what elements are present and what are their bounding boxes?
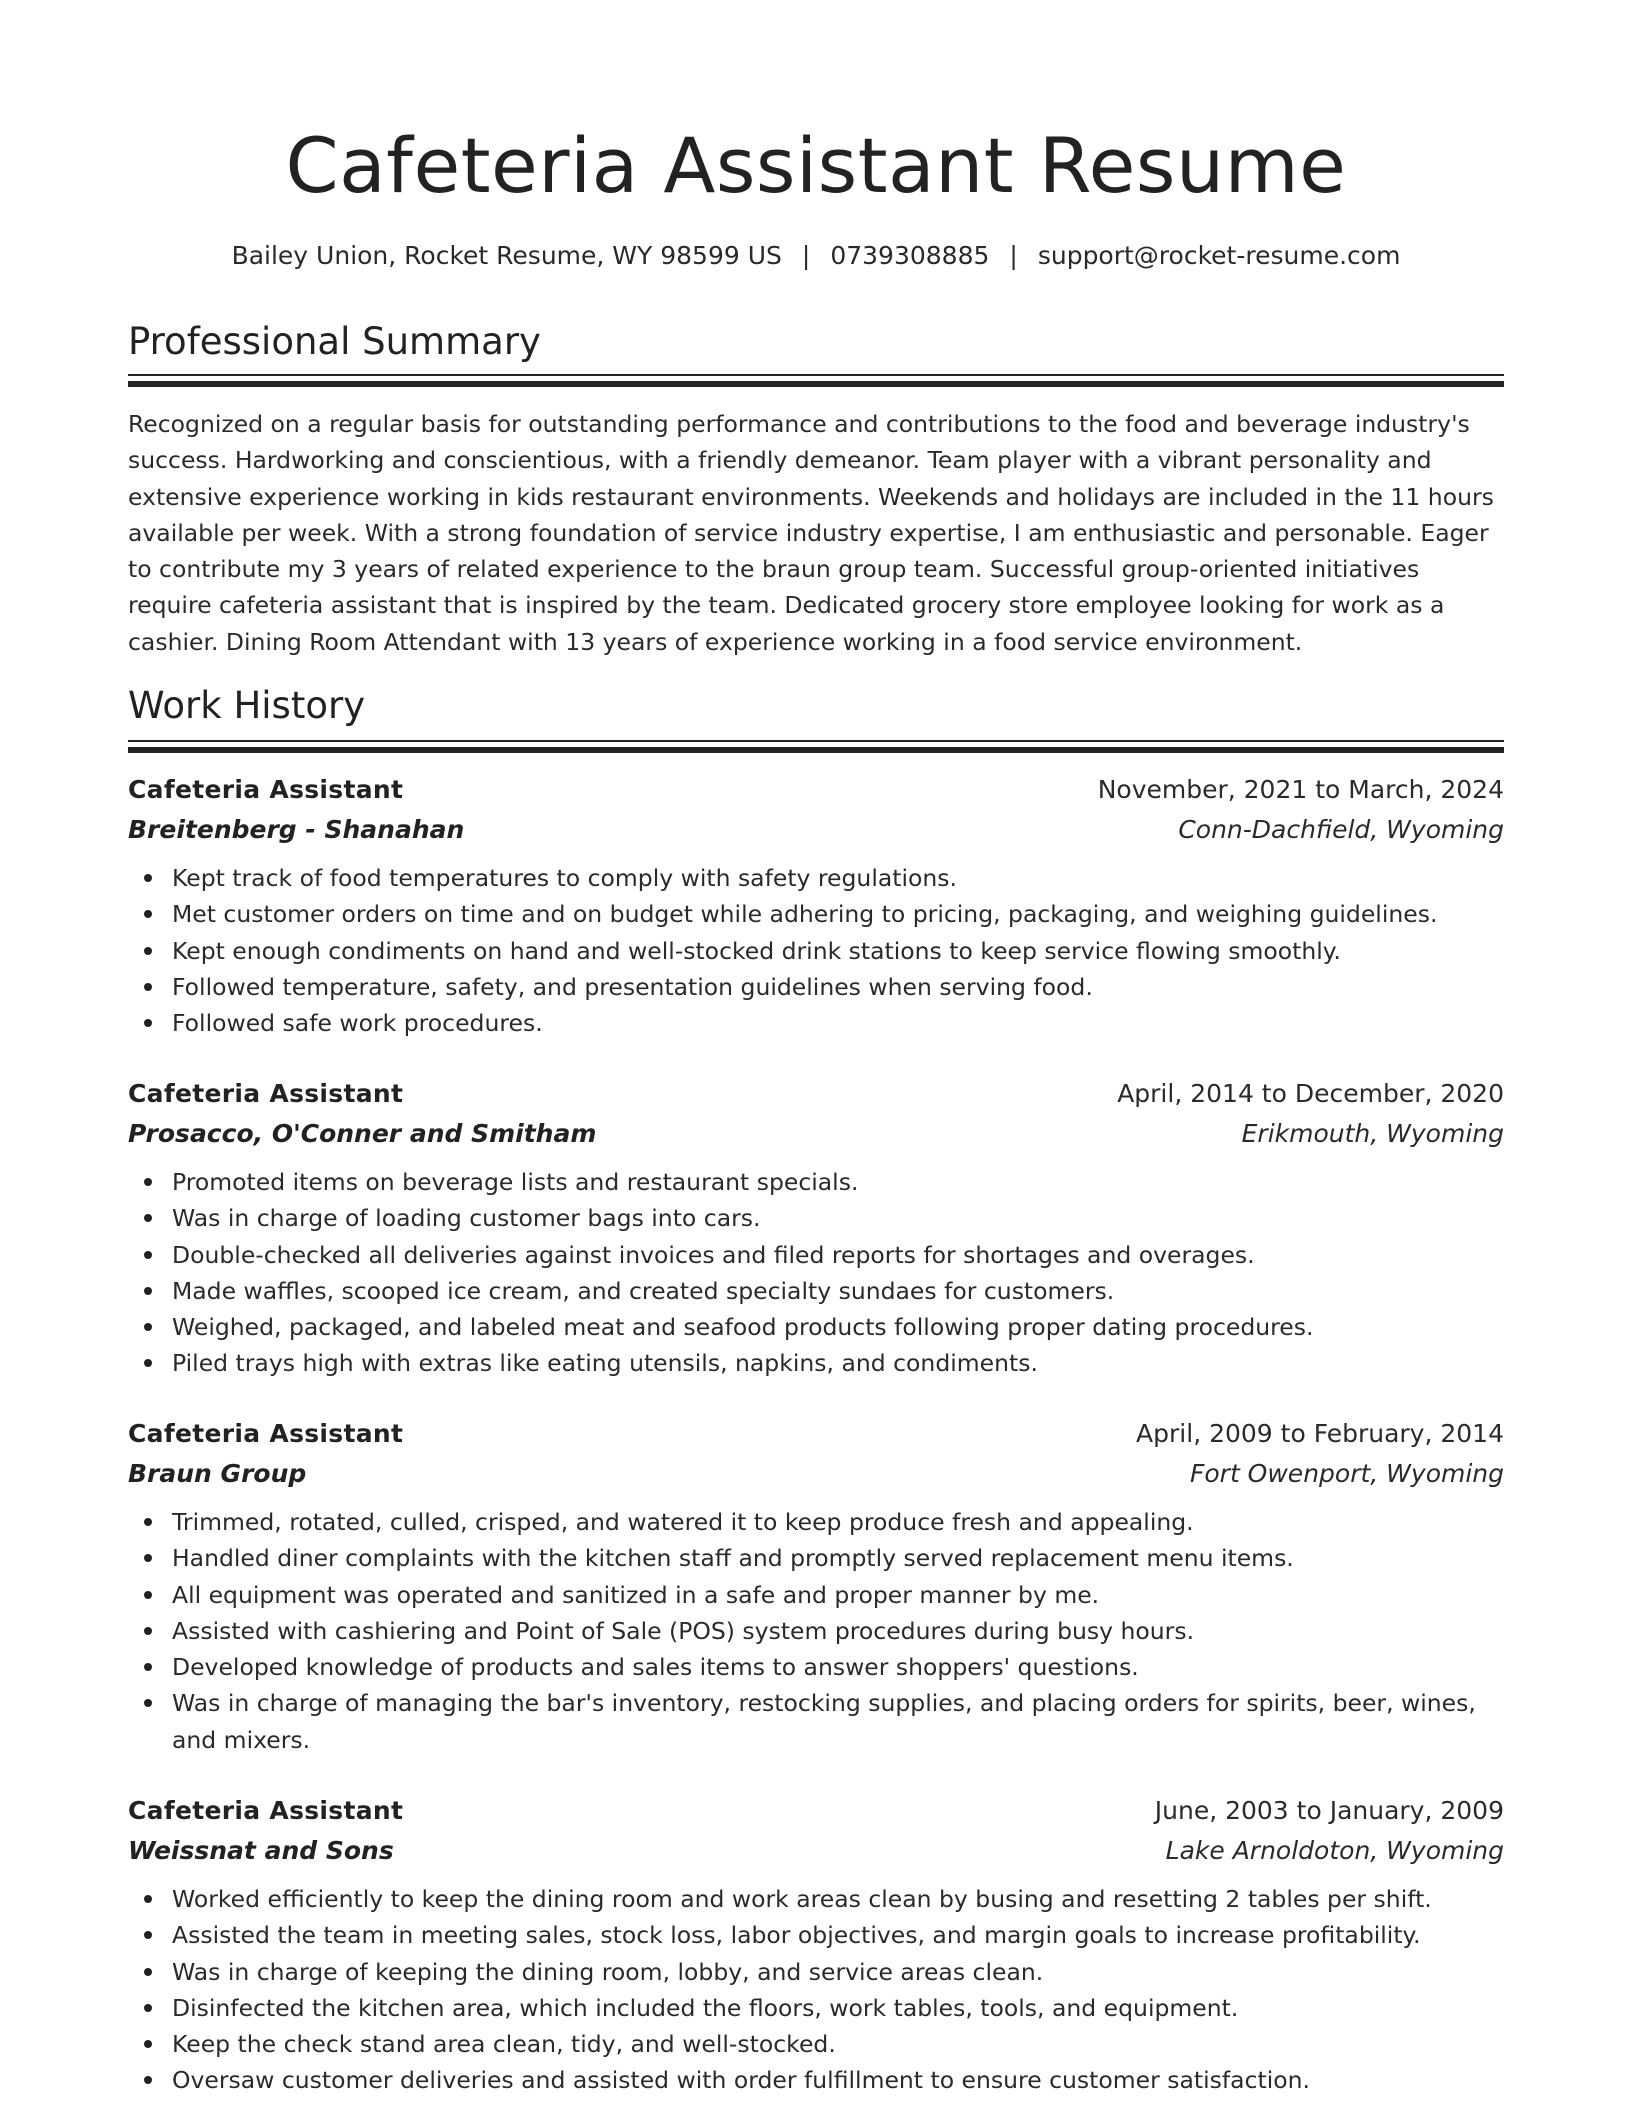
resume-title: Cafeteria Assistant Resume	[285, 121, 1347, 210]
job-header-row	[128, 770, 1504, 810]
job-dates: April, 2014 to December, 2020	[1117, 1079, 1504, 1108]
contact-email: support@rocket-resume.com	[1037, 241, 1401, 270]
contact-separator: |	[1009, 241, 1018, 270]
contact-address: Bailey Union, Rocket Resume, WY 98599 US	[231, 241, 782, 270]
job-duty: Trimmed, rotated, culled, crisped, and watered it to keep produce fresh and appealing.	[128, 1504, 1504, 1540]
job-duty: Assisted with cashiering and Point of Sale (POS) system procedures during busy hours.	[128, 1613, 1504, 1649]
job-entry	[128, 1074, 1504, 1382]
summary-heading: Professional Summary	[128, 320, 541, 363]
job-duty: Was in charge of keeping the dining room, lobby, and service areas clean.	[128, 1954, 1504, 1990]
job-company: Prosacco, O'Conner and Smitham	[128, 1119, 597, 1148]
job-company: Weissnat and Sons	[128, 1836, 394, 1865]
job-duties-list	[128, 1881, 1504, 2099]
job-subheader-row	[128, 1114, 1504, 1154]
job-duties-list	[128, 1164, 1504, 1382]
job-duty: Was in charge of loading customer bags into cars.	[128, 1200, 1504, 1236]
work-history-divider	[128, 740, 1504, 754]
job-header-row	[128, 1074, 1504, 1114]
job-duty: Keep the check stand area clean, tidy, and well-stocked.	[128, 2026, 1504, 2062]
job-duties-list	[128, 860, 1504, 1041]
job-dates: April, 2009 to February, 2014	[1136, 1419, 1504, 1448]
job-location: Erikmouth, Wyoming	[1241, 1119, 1504, 1148]
job-header-row	[128, 1414, 1504, 1454]
job-title: Cafeteria Assistant	[128, 1796, 404, 1825]
summary-divider	[128, 374, 1504, 388]
job-duty: Handled diner complaints with the kitchen staff and promptly served replacement menu items.	[128, 1540, 1504, 1576]
job-duty: Met customer orders on time and on budget while adhering to pricing, packaging, and weighing guidelines.	[128, 896, 1504, 932]
job-duty: Double-checked all deliveries against invoices and filed reports for shortages and overages.	[128, 1237, 1504, 1273]
job-duty: All equipment was operated and sanitized in a safe and proper manner by me.	[128, 1577, 1504, 1613]
contact-phone: 0739308885	[830, 241, 990, 270]
job-subheader-row	[128, 810, 1504, 850]
job-subheader-row	[128, 1831, 1504, 1871]
job-header-row	[128, 1791, 1504, 1831]
job-duty: Followed safe work procedures.	[128, 1005, 1504, 1041]
job-title: Cafeteria Assistant	[128, 1079, 404, 1108]
job-duty: Piled trays high with extras like eating utensils, napkins, and condiments.	[128, 1345, 1504, 1381]
job-duty: Followed temperature, safety, and presentation guidelines when serving food.	[128, 969, 1504, 1005]
summary-text: Recognized on a regular basis for outstanding performance and contributions to the food and beverage industry's success. Hardworking and conscientious, with a friendly demeanor. Team player with a vibrant personality and extensive experience working in kids restaurant environments. Weekends and holidays are included in the 11 hours available per week. With a strong foundation of service industry expertise, I am enthusiastic and personable. Eager to contribute my 3 years of related experience to the braun group team. Successful group-oriented initiatives require cafeteria assistant that is inspired by the team. Dedicated grocery store employee looking for work as a cashier. Dining Room Attendant with 13 years of experience working in a food service environment.	[128, 410, 1494, 656]
job-duty: Made waffles, scooped ice cream, and created specialty sundaes for customers.	[128, 1273, 1504, 1309]
job-title: Cafeteria Assistant	[128, 775, 404, 804]
job-duty: Was in charge of managing the bar's inventory, restocking supplies, and placing orders for spirits, beer, wines, and mixers.	[128, 1685, 1504, 1758]
job-entry	[128, 1791, 1504, 2099]
job-location: Fort Owenport, Wyoming	[1189, 1459, 1504, 1488]
job-dates: June, 2003 to January, 2009	[1154, 1796, 1504, 1825]
job-company: Braun Group	[128, 1459, 307, 1488]
job-company: Breitenberg - Shanahan	[128, 815, 465, 844]
job-duties-list	[128, 1504, 1504, 1758]
contact-line	[128, 238, 1504, 274]
job-subheader-row	[128, 1454, 1504, 1494]
job-duty: Disinfected the kitchen area, which included the floors, work tables, tools, and equipment.	[128, 1990, 1504, 2026]
job-duty: Kept track of food temperatures to comply with safety regulations.	[128, 860, 1504, 896]
contact-separator: |	[801, 241, 811, 270]
job-dates: November, 2021 to March, 2024	[1097, 775, 1504, 804]
job-entry	[128, 770, 1504, 1041]
job-duty: Assisted the team in meeting sales, stock loss, labor objectives, and margin goals to increase profitability.	[128, 1917, 1504, 1953]
job-duty: Developed knowledge of products and sales items to answer shoppers' questions.	[128, 1649, 1504, 1685]
work-history-heading: Work History	[128, 684, 366, 727]
job-duty: Oversaw customer deliveries and assisted with order fulfillment to ensure customer satisfaction.	[128, 2062, 1504, 2098]
job-location: Conn-Dachfield, Wyoming	[1178, 815, 1504, 844]
job-duty: Weighed, packaged, and labeled meat and seafood products following proper dating procedures.	[128, 1309, 1504, 1345]
job-entry	[128, 1414, 1504, 1758]
job-duty: Worked efficiently to keep the dining room and work areas clean by busing and resetting 2 tables per shift.	[128, 1881, 1504, 1917]
job-location: Lake Arnoldoton, Wyoming	[1165, 1836, 1504, 1865]
job-duty: Kept enough condiments on hand and well-stocked drink stations to keep service flowing smoothly.	[128, 933, 1504, 969]
job-duty: Promoted items on beverage lists and restaurant specials.	[128, 1164, 1504, 1200]
job-title: Cafeteria Assistant	[128, 1419, 404, 1448]
